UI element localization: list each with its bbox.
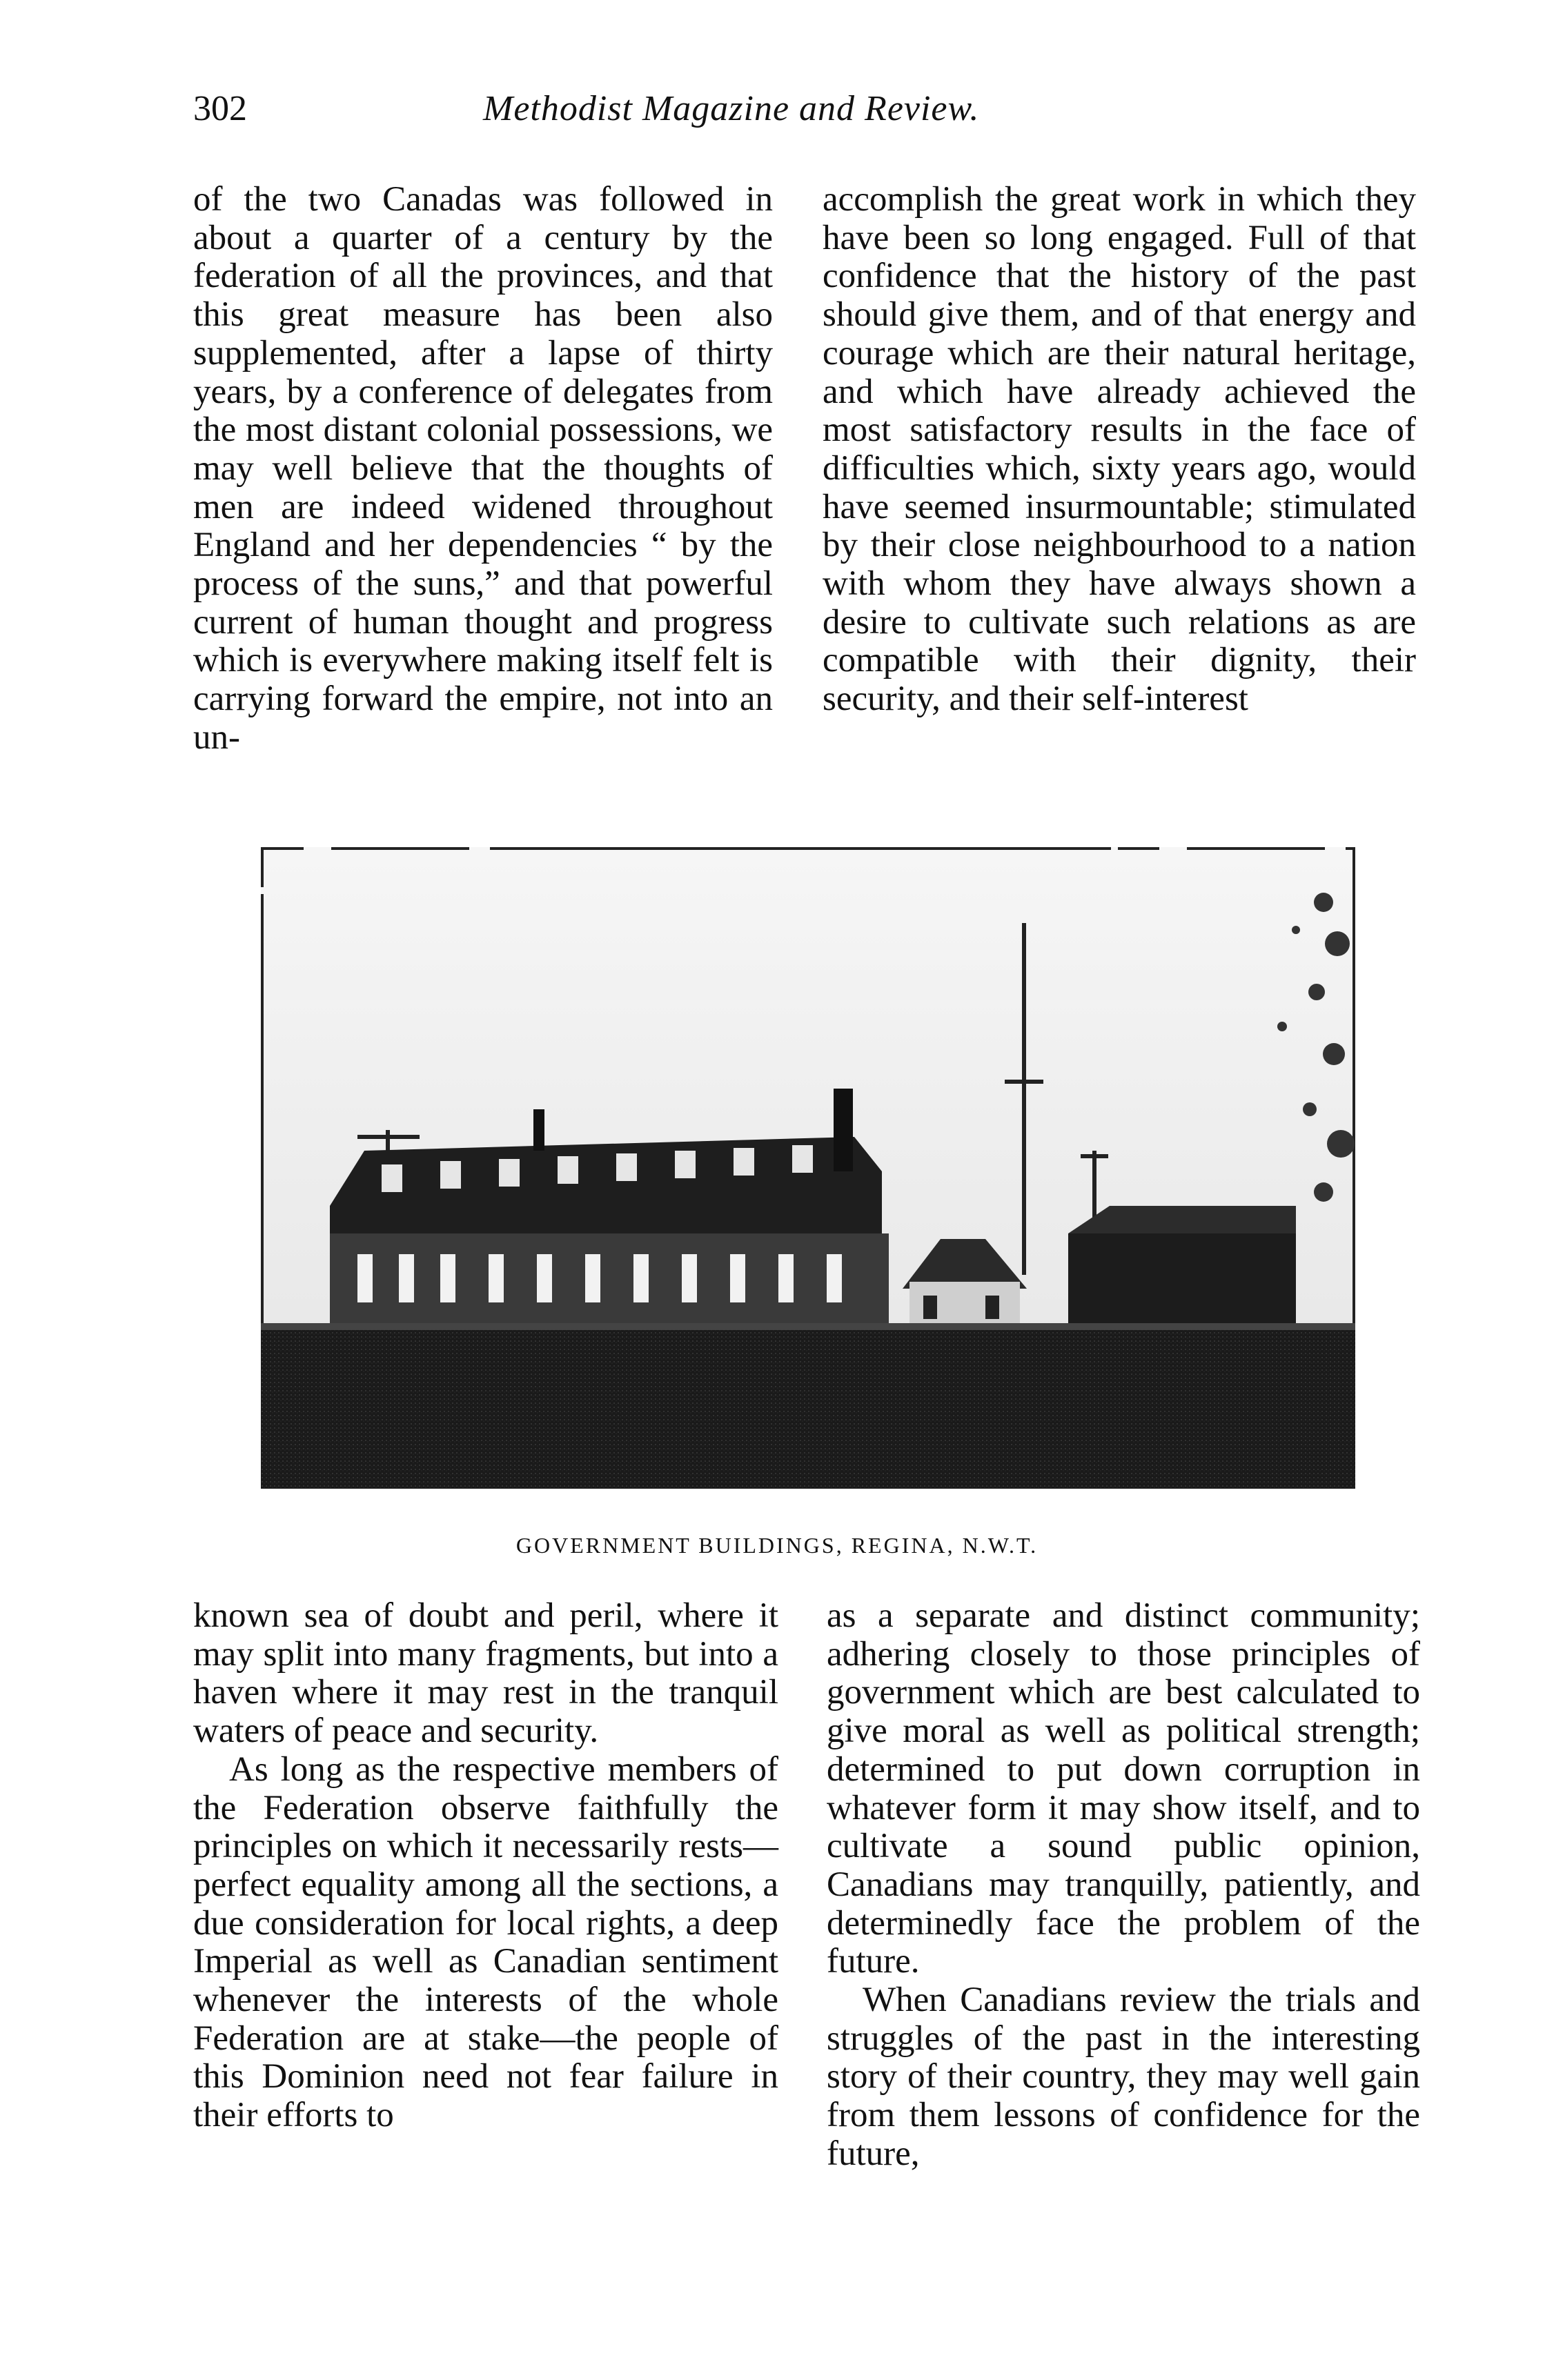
- column-bottom-left: [193, 1597, 778, 2135]
- page-number: 302: [193, 89, 247, 128]
- column-top-left: [193, 181, 773, 757]
- running-title: Methodist Magazine and Review.: [483, 89, 980, 128]
- paragraph: accomplish the great work in which they have been so long engaged. Full of that confidence that the history of the past should give them, and of that energy and courage which are their natural heritage, and which have already achieved the most satisfactory results in the face of difficulties which, sixty years ago, would have seemed insurmountable; stimulated by their close neighbourhood to a nation with whom they have always shown a desire to cultivate such relations as are compatible with their dignity, their security, and their self-interest: [823, 180, 1416, 719]
- paragraph: When Canadians review the trials and struggles of the past in the interesting story of their country, they may well gain from them lessons of confidence for the future,: [827, 1981, 1420, 2173]
- paragraph: As long as the respective members of the Federation observe faithfully the principles on which it necessarily rests—perfect equality among all the sections, a due consideration for local rights, a deep Imperial as well as Canadian sentiment whenever the interests of the whole Federation are at stake—the people of this Dominion need not fear failure in their efforts to: [193, 1749, 778, 2135]
- figure-caption: GOVERNMENT BUILDINGS, REGINA, N.W.T.: [515, 1533, 1039, 1558]
- paragraph: of the two Canadas was followed in about a quarter of a century by the federation of all the provinces, and that this great measure has been also supplemented, after a lapse of thirty years, by a conference of delegates from the most distant colonial possessions, we may well believe that the thoughts of men are indeed widened throughout England and her dependencies “ by the process of the suns,” and that powerful current of human thought and progress which is everywhere making itself felt is carrying forward the empire, not into an un-: [193, 180, 773, 757]
- paragraph: known sea of doubt and peril, where it may split into many fragments, but into a haven where it may rest in the tranquil waters of peace and security.: [193, 1596, 778, 1751]
- page-header: [193, 88, 1428, 143]
- column-top-right: [823, 181, 1416, 719]
- photograph-government-buildings: [261, 847, 1355, 1489]
- paragraph: as a separate and distinct community; adhering closely to those principles of government which are best calculated to give moral as well as political strength; determined to put down corruption in whatever form it may show itself, and to cultivate a sound public opinion, Canadians may tranquilly, patiently, and determinedly face the problem of the future.: [827, 1596, 1420, 1981]
- column-bottom-right: [827, 1597, 1420, 2174]
